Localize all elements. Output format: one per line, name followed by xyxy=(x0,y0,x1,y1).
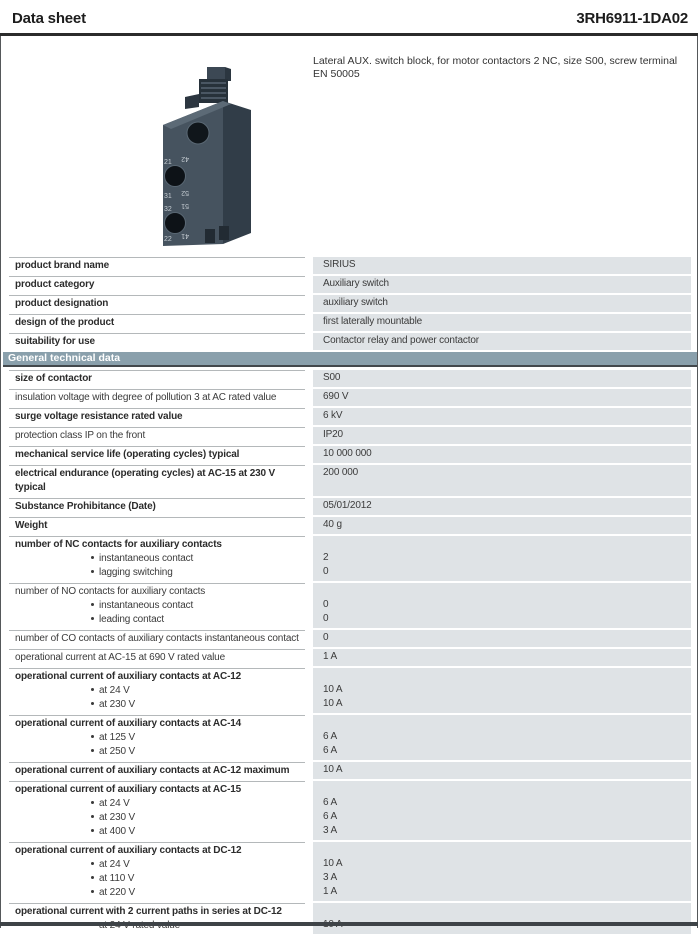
table-row xyxy=(9,668,691,713)
table-row xyxy=(9,762,691,779)
row-label: size of contactor xyxy=(15,373,92,384)
row-value: 200 000 xyxy=(323,467,359,478)
row-label: operational current with 2 current paths in series at DC-12 xyxy=(15,906,282,917)
sub-row-label: at 230 V xyxy=(15,698,301,712)
row-value xyxy=(323,843,687,857)
row-label-cell xyxy=(9,842,305,901)
sub-row-label: at 230 V xyxy=(15,811,301,825)
table-row xyxy=(9,427,691,444)
row-label: operational current of auxiliary contacts at AC-12 xyxy=(15,671,242,682)
row-label-cell xyxy=(9,517,305,534)
table-row xyxy=(9,465,691,496)
body-side-face xyxy=(223,101,251,244)
latch-arm xyxy=(185,94,199,109)
row-label: number of NO contacts for auxiliary contacts xyxy=(15,586,206,597)
bullet-icon xyxy=(91,815,94,818)
row-label: insulation voltage with degree of pollution 3 at AC rated value xyxy=(15,392,277,403)
row-value-cell xyxy=(313,427,691,444)
row-value-cell xyxy=(313,715,691,760)
sub-row-value: 10 A xyxy=(323,698,343,709)
table-row xyxy=(9,314,691,331)
row-value-cell xyxy=(313,762,691,779)
row-label-cell xyxy=(9,276,305,293)
table-row xyxy=(9,370,691,387)
row-label: Weight xyxy=(15,520,48,531)
row-label-cell xyxy=(9,389,305,406)
row-value xyxy=(323,669,687,683)
table-row xyxy=(9,257,691,274)
sub-row-label: at 220 V xyxy=(15,886,301,900)
row-value xyxy=(323,904,687,918)
table-row xyxy=(9,649,691,666)
page-content xyxy=(0,36,698,928)
row-value-cell xyxy=(313,314,691,331)
sub-row-value: 0 xyxy=(323,566,329,577)
bullet-icon xyxy=(91,801,94,804)
row-value: S00 xyxy=(323,372,341,383)
sub-row-value: 6 A xyxy=(323,731,338,742)
row-value xyxy=(323,537,687,551)
row-value: 40 g xyxy=(323,519,342,530)
row-label-cell xyxy=(9,314,305,331)
table-row xyxy=(9,333,691,350)
sub-row-value: 6 A xyxy=(323,797,338,808)
bullet-icon xyxy=(91,688,94,691)
row-label-cell xyxy=(9,649,305,666)
sub-row-value: 3 A xyxy=(323,825,338,836)
row-value-cell xyxy=(313,295,691,312)
sub-row-label: at 250 V xyxy=(15,745,301,759)
row-value: 0 xyxy=(323,632,329,643)
row-value-cell xyxy=(313,649,691,666)
sub-row-label: leading contact xyxy=(15,613,301,627)
table-row xyxy=(9,715,691,760)
sub-row-value: 1 A xyxy=(323,886,338,897)
row-value-cell xyxy=(313,408,691,425)
row-label: protection class IP on the front xyxy=(15,430,146,441)
top-tab xyxy=(207,67,225,81)
row-label: operational current of auxiliary contacts at AC-12 maximum xyxy=(15,765,290,776)
table-row xyxy=(9,276,691,293)
bullet-icon xyxy=(91,735,94,738)
screw-hole-2 xyxy=(165,213,186,234)
row-label: operational current of auxiliary contacts at AC-14 xyxy=(15,718,242,729)
row-value-cell xyxy=(313,630,691,647)
table-row xyxy=(9,498,691,515)
bullet-icon xyxy=(91,603,94,606)
table-row xyxy=(9,583,691,628)
row-label-cell xyxy=(9,446,305,463)
sub-row-label: at 110 V xyxy=(15,872,301,886)
sub-row-label: at 24 V xyxy=(15,797,301,811)
row-value-cell xyxy=(313,842,691,901)
section-underline xyxy=(3,365,697,367)
sub-row-value: 10 A xyxy=(323,684,343,695)
row-value-cell xyxy=(313,517,691,534)
sub-row-label: at 24 V xyxy=(15,684,301,698)
row-label: product category xyxy=(15,279,95,290)
row-value: 1 A xyxy=(323,651,338,662)
product-description: Lateral AUX. switch block, for motor contactors 2 NC, size S00, screw terminal EN 50005 xyxy=(313,55,678,80)
row-label: mechanical service life (operating cycles) typical xyxy=(15,449,240,460)
row-value-cell xyxy=(313,903,691,934)
row-label-cell xyxy=(9,498,305,515)
clip-rib xyxy=(201,92,226,94)
row-value-cell xyxy=(313,276,691,293)
table-row xyxy=(9,295,691,312)
row-label-cell xyxy=(9,408,305,425)
row-value: 690 V xyxy=(323,391,349,402)
bullet-icon xyxy=(91,829,94,832)
clip-rib xyxy=(201,82,226,84)
row-value: Contactor relay and power contactor xyxy=(323,335,479,346)
terminal-label: 51 xyxy=(181,202,189,209)
row-label-cell xyxy=(9,583,305,628)
row-value-cell xyxy=(313,257,691,274)
terminal-label: 32 xyxy=(164,206,172,213)
row-value-cell xyxy=(313,446,691,463)
row-label: suitability for use xyxy=(15,336,95,347)
terminal-label: 52 xyxy=(181,189,189,196)
table-row xyxy=(9,536,691,581)
row-value: IP20 xyxy=(323,429,343,440)
row-label: electrical endurance (operating cycles) at AC-15 at 230 V typical xyxy=(15,468,276,493)
row-label-cell xyxy=(9,715,305,760)
row-label-cell xyxy=(9,427,305,444)
sub-row-label: at 400 V xyxy=(15,825,301,839)
row-label-cell xyxy=(9,536,305,581)
row-label: operational current at AC-15 at 690 V rated value xyxy=(15,652,226,663)
top-tab-side xyxy=(225,67,231,81)
row-value: 10 A xyxy=(323,764,343,775)
row-value-cell xyxy=(313,389,691,406)
bullet-icon xyxy=(91,556,94,559)
row-value-cell xyxy=(313,583,691,628)
row-value xyxy=(323,716,687,730)
table-row xyxy=(9,389,691,406)
row-label-cell xyxy=(9,630,305,647)
page-title: Data sheet xyxy=(12,10,86,27)
sub-row-label: at 125 V xyxy=(15,731,301,745)
product-image xyxy=(161,63,257,248)
row-value-cell xyxy=(313,333,691,350)
sub-row-label: at 24 V xyxy=(15,858,301,872)
row-value xyxy=(323,584,687,598)
table-row xyxy=(9,517,691,534)
row-label-cell xyxy=(9,465,305,496)
page-header xyxy=(0,0,698,33)
spec-table xyxy=(3,257,697,936)
terminal-label: 31 xyxy=(164,193,172,200)
bullet-icon xyxy=(91,862,94,865)
bottom-foot xyxy=(205,229,215,243)
row-label-cell xyxy=(9,903,305,934)
table-row xyxy=(9,842,691,901)
table-row xyxy=(9,446,691,463)
row-label: number of NC contacts for auxiliary contacts xyxy=(15,539,222,550)
sub-row-label: instantaneous contact xyxy=(15,552,301,566)
row-label-cell xyxy=(9,668,305,713)
terminal-label: 21 xyxy=(164,159,172,166)
section-header: General technical data xyxy=(3,352,697,365)
sub-row-value: 6 A xyxy=(323,811,338,822)
row-value: 10 000 000 xyxy=(323,448,372,459)
row-value xyxy=(323,782,687,796)
sub-row-value: 10 A xyxy=(323,858,343,869)
sub-row-label: lagging switching xyxy=(15,566,301,580)
row-value: SIRIUS xyxy=(323,259,356,270)
row-value: auxiliary switch xyxy=(323,297,388,308)
bullet-icon xyxy=(91,617,94,620)
clip-rib xyxy=(201,87,226,89)
row-value-cell xyxy=(313,370,691,387)
row-value-cell xyxy=(313,498,691,515)
sub-row-value: 0 xyxy=(323,599,329,610)
sub-row-label: instantaneous contact xyxy=(15,599,301,613)
bullet-icon xyxy=(91,702,94,705)
screw-hole-1 xyxy=(165,166,186,187)
table-row xyxy=(9,408,691,425)
bottom-foot xyxy=(219,226,229,240)
row-label: product designation xyxy=(15,298,109,309)
row-label-cell xyxy=(9,781,305,840)
row-value: first laterally mountable xyxy=(323,316,423,327)
row-value: Auxiliary switch xyxy=(323,278,389,289)
row-label-cell xyxy=(9,257,305,274)
row-value: 6 kV xyxy=(323,410,343,421)
table-row xyxy=(9,903,691,934)
terminal-label: 22 xyxy=(164,236,172,243)
row-value: 05/01/2012 xyxy=(323,500,372,511)
bottom-rule xyxy=(0,922,698,926)
row-label-cell xyxy=(9,762,305,779)
row-value-cell xyxy=(313,536,691,581)
row-label: design of the product xyxy=(15,317,115,328)
row-label: operational current of auxiliary contacts at DC-12 xyxy=(15,845,242,856)
product-number: 3RH6911-1DA02 xyxy=(576,10,688,27)
table-row xyxy=(9,630,691,647)
row-label: number of CO contacts of auxiliary contacts instantaneous contact xyxy=(15,633,299,644)
sub-row-value: 3 A xyxy=(323,872,338,883)
row-label-cell xyxy=(9,295,305,312)
row-label-cell xyxy=(9,370,305,387)
terminal-label: 41 xyxy=(181,232,189,239)
table-row xyxy=(9,781,691,840)
bullet-icon xyxy=(91,890,94,893)
row-label: product brand name xyxy=(15,260,109,271)
terminal-label: 42 xyxy=(181,155,189,162)
row-label-cell xyxy=(9,333,305,350)
row-value-cell xyxy=(313,781,691,840)
bullet-icon xyxy=(91,876,94,879)
bullet-icon xyxy=(91,570,94,573)
row-value-cell xyxy=(313,465,691,496)
sub-row-value: 6 A xyxy=(323,745,338,756)
row-label: operational current of auxiliary contacts at AC-15 xyxy=(15,784,242,795)
bullet-icon xyxy=(91,749,94,752)
top-screw-hole xyxy=(187,122,209,144)
sub-row-value: 0 xyxy=(323,613,329,624)
row-label: surge voltage resistance rated value xyxy=(15,411,183,422)
clip-rib xyxy=(201,97,226,99)
row-value-cell xyxy=(313,668,691,713)
row-label: Substance Prohibitance (Date) xyxy=(15,501,156,512)
sub-row-value: 2 xyxy=(323,552,329,563)
